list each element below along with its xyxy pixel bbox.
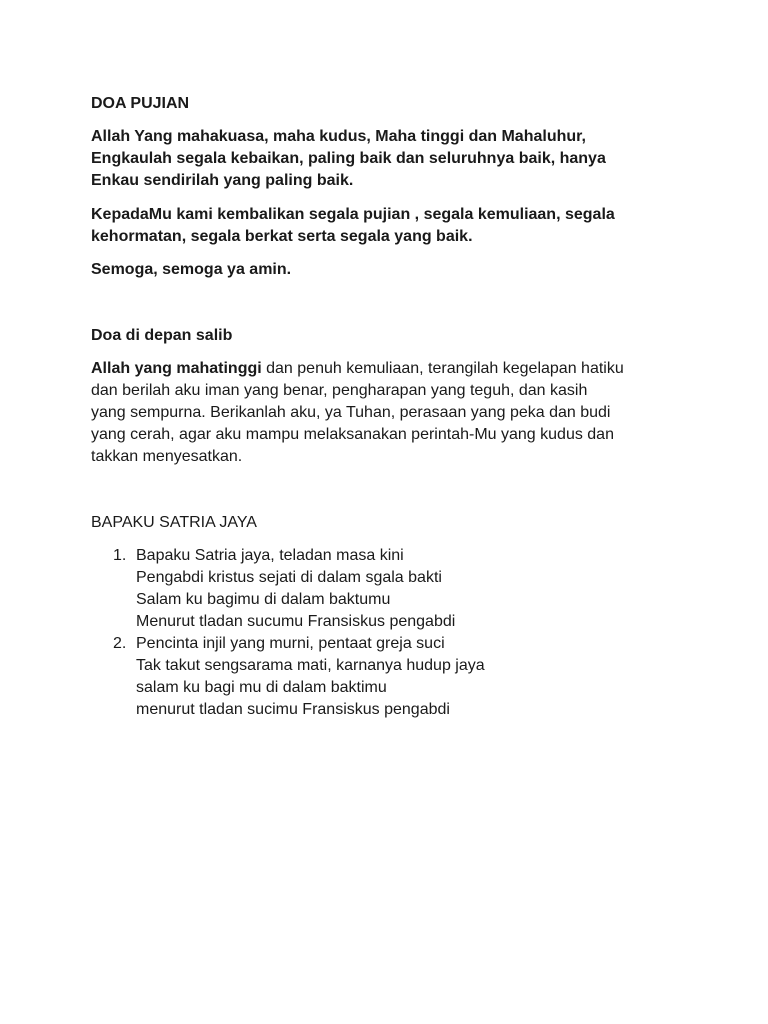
doa-pujian-para2-line: KepadaMu kami kembalikan segala pujian , segala kemuliaan, segala — [91, 206, 615, 223]
doa-pujian-para2-line: kehormatan, segala berkat serta segala yang baik. — [91, 228, 473, 245]
list-item-line: Salam ku bagimu di dalam baktumu — [136, 591, 391, 608]
list-item-line: Bapaku Satria jaya, teladan masa kini — [136, 547, 404, 564]
list-item-line: salam ku bagi mu di dalam baktimu — [136, 679, 387, 696]
doa-salib-line1-rest: dan penuh kemuliaan, terangilah kegelapan hatiku — [261, 360, 624, 377]
list-number: 1. — [113, 547, 127, 564]
doa-salib-line: yang sempurna. Berikanlah aku, ya Tuhan, perasaan yang peka dan budi — [91, 404, 611, 421]
bapaku-title: BAPAKU SATRIA JAYA — [91, 514, 257, 531]
list-item-line: Tak takut sengsarama mati, karnanya hudup jaya — [136, 657, 485, 674]
list-item-line: menurut tladan sucimu Fransiskus pengabdi — [136, 701, 450, 718]
doa-salib-bold-opening: Allah yang mahatinggi — [91, 360, 262, 377]
doa-pujian-para1-line: Engkaulah segala kebaikan, paling baik dan seluruhnya baik, hanya — [91, 150, 606, 167]
doa-pujian-closing: Semoga, semoga ya amin. — [91, 261, 292, 278]
list-number: 2. — [113, 635, 127, 652]
doa-salib-title: Doa di depan salib — [91, 327, 233, 344]
list-item-line: Menurut tladan sucumu Fransiskus pengabdi — [136, 613, 456, 630]
doa-pujian-para1-line: Allah Yang mahakuasa, maha kudus, Maha tinggi dan Mahaluhur, — [91, 128, 586, 145]
list-item-line: Pengabdi kristus sejati di dalam sgala bakti — [136, 569, 442, 586]
list-item-line: Pencinta injil yang murni, pentaat greja suci — [136, 635, 445, 652]
doa-pujian-title: DOA PUJIAN — [91, 95, 190, 112]
doa-salib-line: takkan menyesatkan. — [91, 448, 243, 465]
doa-pujian-para1-line: Enkau sendirilah yang paling baik. — [91, 172, 354, 189]
doa-salib-line — [91, 358, 624, 380]
doa-salib-line: dan berilah aku iman yang benar, pengharapan yang teguh, dan kasih — [91, 382, 588, 399]
doa-salib-line: yang cerah, agar aku mampu melaksanakan perintah-Mu yang kudus dan — [91, 426, 614, 443]
